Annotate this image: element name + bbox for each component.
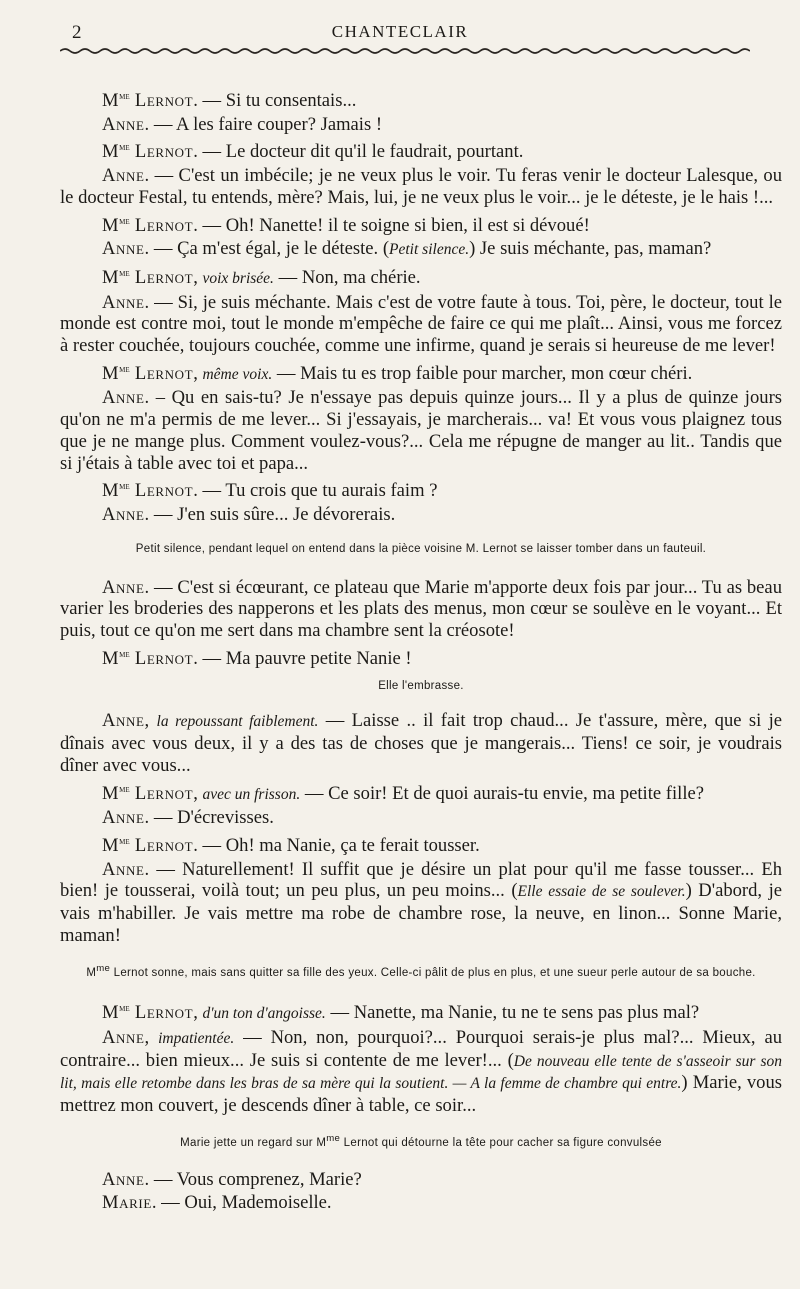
dialogue-line (60, 476, 782, 504)
dialogue-line (60, 359, 782, 388)
dialogue-text: . — Tu crois que tu aurais faim ? (193, 480, 438, 502)
stage-direction: même voix. (202, 365, 273, 383)
dialogue-line (60, 211, 782, 239)
dialogue-text: , (193, 782, 203, 804)
dialogue-text: — Non, non, pourquoi?... Pourquoi serais-je plus mal?... Mieux, au contraire... bien mieux... Je suis si contente de me lever!... ( (60, 1027, 782, 1071)
stage-direction: impatientée. (158, 1030, 235, 1048)
decorative-wavy-rule (60, 46, 750, 56)
page-header (60, 20, 740, 44)
speaker-name: M (102, 480, 120, 502)
dialogue-text: . — Si, je suis méchante. Mais c'est de votre faute à tous. Toi, père, le docteur, tout le monde est contre moi, tout le monde m'empêche de faire ce qui me plaît... Ainsi, vous me forcez à rester couchée, toujours couchée, comme une infirme, quand je serais si heureuse de me lever! (60, 291, 782, 357)
speaker-name: Marie (102, 1192, 152, 1214)
dialogue-line (60, 779, 782, 808)
dialogue-line (60, 807, 782, 831)
stage-direction: Elle essaie de se soulever. (517, 883, 686, 901)
stage-direction: avec un frisson. (202, 785, 301, 803)
dialogue-text: . — C'est un imbécile; je ne veux plus le voir. Tu feras venir le docteur Lalesque, ou le docteur Festal, tu entends, mère? Mais, lui, je ne veux plus le voir... je le déteste, je le hais !... (60, 165, 782, 208)
speaker-name: M (102, 266, 120, 288)
dialogue-line (60, 577, 782, 644)
speaker-name: M (102, 1002, 120, 1024)
dialogue-text: , (144, 1027, 159, 1049)
dialogue-line (60, 387, 782, 476)
speaker-name: Anne (102, 1027, 145, 1049)
speaker-name: Lernot (129, 90, 194, 111)
running-title: CHANTECLAIR (331, 22, 469, 41)
dialogue-text: , (193, 1002, 203, 1024)
dialogue-text: . — Naturellement! Il suffit que je désire un plat pour qu'il me fasse tousser... Eh bien! je tousserai, voilà tout; un peu plus, un peu moins... ( (60, 858, 782, 902)
honorific-superscript: me (119, 267, 130, 279)
stage-caption: Elle l'embrasse. (378, 680, 464, 693)
dialogue-text: . — Ça m'est égal, je le déteste. ( (144, 238, 390, 260)
honorific-superscript: me (119, 648, 130, 660)
stage-direction: De nouveau elle tente de s'asseoir sur son lit, mais elle retombe dans les bras de sa mère qui la soutient. — A la femme de chambre qui entre. (60, 1052, 782, 1093)
dialogue-line (60, 292, 782, 359)
dialogue-text: , (144, 710, 157, 732)
dialogue-line (60, 165, 782, 210)
speaker-name: M (102, 214, 120, 236)
speaker-name: M (102, 362, 120, 384)
speaker-name: Anne (102, 238, 145, 260)
dialogue-text: , (193, 362, 203, 384)
speaker-name: M (102, 141, 120, 163)
speaker-name: Anne (102, 387, 145, 409)
dialogue-line (60, 1169, 782, 1193)
stage-direction: Petit silence. (389, 241, 470, 259)
dialogue-line (60, 1192, 782, 1216)
honorific-superscript: me (119, 142, 130, 154)
speaker-name: M (102, 90, 120, 111)
speaker-name: Anne (102, 807, 145, 829)
dialogue-text: . — Vous comprenez, Marie? (144, 1168, 362, 1190)
dialogue-text: — Non, ma chérie. (273, 266, 421, 288)
speaker-name: Anne (102, 165, 145, 187)
dialogue-text: ) Marie, vous mettrez mon couvert, je descends dîner à table, ce soir... (60, 1072, 782, 1117)
speaker-name: Anne (102, 576, 145, 598)
honorific-superscript: me (119, 215, 130, 227)
honorific-superscript: me (119, 1003, 130, 1015)
dialogue-text: . — Oh! ma Nanie, ça te ferait tousser. (193, 834, 480, 856)
speaker-name: M (102, 647, 120, 669)
dialogue-text: . — J'en suis sûre... Je dévorerais. (144, 503, 396, 525)
stage-direction: voix brisée. (202, 269, 274, 287)
speaker-name: Anne (102, 291, 145, 313)
speaker-name: Lernot (129, 647, 194, 669)
dialogue-text: . — Ma pauvre petite Nanie ! (193, 647, 412, 669)
dialogue-text: — Nanette, ma Nanie, tu ne te sens pas plus mal? (325, 1002, 700, 1024)
dialogue-line (60, 1027, 782, 1119)
speaker-name: Lernot (129, 141, 194, 163)
speaker-name: Lernot (129, 834, 194, 856)
speaker-name: Lernot (129, 480, 194, 502)
speaker-name: Anne (102, 858, 145, 880)
dialogue-line (60, 114, 782, 138)
honorific-superscript: me (119, 363, 130, 375)
dialogue-text: . — Oui, Mademoiselle. (151, 1192, 332, 1214)
dialogue-text: — Laisse .. il fait trop chaud... Je t'assure, mère, que si je dînais avec vous deux, il y a des tas de choses que je mangerais... Tiens! ce soir, je voudrais dîner avec vous... (60, 710, 782, 776)
stage-direction: la repoussant faiblement. (156, 713, 319, 731)
dialogue-text: . — Si tu consentais... (193, 90, 357, 111)
speaker-name: Lernot (129, 362, 194, 384)
speaker-name: Anne (102, 503, 145, 525)
speaker-name: M (102, 782, 120, 804)
dialogue-text: — Mais tu es trop faible pour marcher, mon cœur chéri. (272, 362, 693, 384)
speaker-name: Lernot (129, 782, 194, 804)
honorific-superscript: me (119, 783, 130, 795)
dialogue-line (60, 86, 782, 114)
speaker-name: Anne (102, 710, 145, 732)
honorific-superscript: me (119, 91, 130, 102)
speaker-name: Anne (102, 113, 145, 135)
dialogue-text: , (193, 266, 203, 288)
speaker-name: Anne (102, 1168, 145, 1190)
dialogue-text: . – Qu en sais-tu? Je n'essaye pas depuis quinze jours... Il y a plus de quinze jours qu'on ne m'a permis de me lever... Si j'essayais, je marcherais... va! Et vous vous plaignez tous que je ne mange plus. Comment voulez-vous?... Cela me répugne de manger au lit.. Tandis que si j'étais à table avec toi et papa... (60, 387, 782, 474)
dialogue-line (60, 238, 782, 263)
speaker-name: Lernot (129, 214, 194, 236)
dialogue-line (60, 504, 782, 528)
dialogue-line (60, 644, 782, 672)
dialogue-line (60, 263, 782, 292)
dialogue-body (60, 86, 782, 1216)
dialogue-text: . — Le docteur dit qu'il le faudrait, pourtant. (193, 141, 524, 163)
dialogue-line (60, 831, 782, 859)
dialogue-text: — Ce soir! Et de quoi aurais-tu envie, ma petite fille? (300, 782, 704, 804)
speaker-name: Lernot (129, 1002, 194, 1024)
honorific-superscript: me (119, 835, 130, 847)
stage-caption: $M^{me}$ Lernot sonne, mais sans quitter sa fille des yeux. Celle-ci pâlit de plus en plus, et une sueur perle autour de sa bouche. (86, 962, 756, 979)
speaker-name: Lernot (129, 266, 194, 288)
dialogue-text: . — Oh! Nanette! il te soigne si bien, il est si dévoué! (193, 214, 590, 236)
stage-caption: Marie jette un regard sur $M^{me}$ Lernot qui détourne la tête pour cacher sa figure convulsée (180, 1132, 662, 1149)
dialogue-text: . — C'est si écœurant, ce plateau que Marie m'apporte deux fois par jour... Tu as beau varier les broderies des napperons et les plats des menus, mon cœur se soulève en le voyant... Et puis, tout ce qu'on me sert dans ma chambre sent la créosote! (60, 576, 782, 642)
dialogue-line (60, 710, 782, 778)
dialogue-line (60, 998, 782, 1027)
page-number: 2 (72, 22, 82, 43)
dialogue-line (60, 859, 782, 949)
dialogue-text: . — D'écrevisses. (144, 807, 274, 829)
speaker-name: M (102, 834, 120, 856)
dialogue-text: . — A les faire couper? Jamais ! (144, 113, 383, 135)
dialogue-text: ) D'abord, je vais m'habiller. Je vais mettre ma robe de chambre rose, la neuve, en linon... Sonne Marie, maman! (60, 880, 782, 946)
honorific-superscript: me (119, 481, 130, 493)
dialogue-line (60, 137, 782, 165)
stage-direction: d'un ton d'angoisse. (202, 1005, 326, 1023)
stage-caption: Petit silence, pendant lequel on entend dans la pièce voisine M. Lernot se laisser tomber dans un fauteuil. (135, 542, 707, 555)
dialogue-text: ) Je suis méchante, pas, maman? (469, 238, 712, 260)
